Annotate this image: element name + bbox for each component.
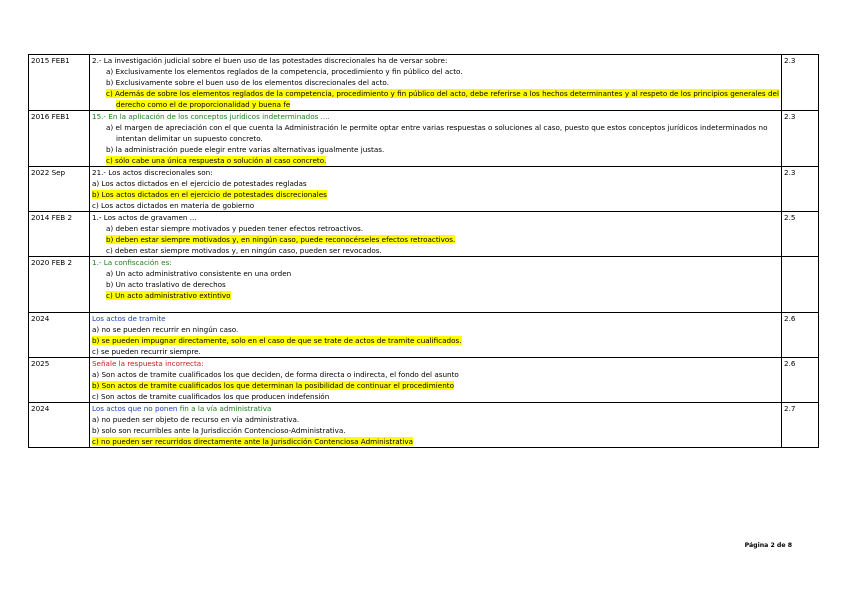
question-cell xyxy=(90,257,782,313)
question-cell xyxy=(90,313,782,358)
topic-reference: 2.5 xyxy=(782,212,819,257)
question-cell xyxy=(90,403,782,448)
highlighted-answer: b) Los actos dictados en el ejercicio de potestades discrecionales xyxy=(92,190,327,199)
question-text: 21.- Los actos discrecionales son: xyxy=(92,168,213,177)
topic-reference: 2.6 xyxy=(782,313,819,358)
option-b: b) solo son recurribles ante la Jurisdicción Contencioso-Administrativa. xyxy=(92,426,346,435)
option-a: a) Exclusivamente los elementos reglados de la competencia, procedimiento y fin público del acto. xyxy=(106,67,463,76)
highlighted-answer: c) Un acto administrativo extintivo xyxy=(106,291,231,300)
question-cell xyxy=(90,111,782,167)
option-b-answer xyxy=(92,380,779,391)
table-row xyxy=(29,403,819,448)
option-a: a) deben estar siempre motivados y pueden tener efectos retroactivos. xyxy=(106,224,364,233)
table-row xyxy=(29,257,819,313)
exam-date: 2016 FEB1 xyxy=(29,111,90,167)
exam-questions-table xyxy=(28,54,819,448)
blank-line xyxy=(92,301,779,312)
exam-date: 2024 xyxy=(29,403,90,448)
option-a: a) Los actos dictados en el ejercicio de potestades regladas xyxy=(92,179,307,188)
option-a: a) el margen de apreciación con el que cuenta la Administración le permite optar entre varias respuestas o soluciones al caso, puesto que estos conceptos jurídicos indeterminados no intentan delimitar un supuesto concreto. xyxy=(106,123,768,143)
option-b-answer xyxy=(92,189,779,200)
question-text: 15.- En la aplicación de los conceptos jurídicos indeterminados .... xyxy=(92,112,330,121)
option-c: c) se pueden recurrir siempre. xyxy=(92,347,201,356)
option-a: a) Son actos de tramite cualificados los que deciden, de forma directa o indirecta, el fondo del asunto xyxy=(92,370,459,379)
exam-date: 2014 FEB 2 xyxy=(29,212,90,257)
topic-reference: 2.6 xyxy=(782,358,819,403)
highlighted-answer: b) se pueden impugnar directamente, solo en el caso de que se trate de actos de tramite cualificados. xyxy=(92,336,462,345)
option-b: b) Exclusivamente sobre el buen uso de los elementos discrecionales del acto. xyxy=(106,78,389,87)
page-number: Página 2 de 8 xyxy=(744,542,792,549)
question-text-part-2: fin a la vía administrativa xyxy=(179,404,272,413)
table-row xyxy=(29,55,819,111)
option-c-answer xyxy=(92,290,779,301)
option-a: a) Un acto administrativo consistente en una orden xyxy=(106,269,292,278)
topic-reference: 2.7 xyxy=(782,403,819,448)
option-c-answer xyxy=(92,436,779,447)
topic-reference: 2.3 xyxy=(782,167,819,212)
option-b: b) la administración puede elegir entre varias alternativas igualmente justas. xyxy=(106,145,385,154)
highlighted-answer: c) no pueden ser recurridos directamente ante la Jurisdicción Contenciosa Administrativa xyxy=(92,437,414,446)
table-row xyxy=(29,167,819,212)
topic-reference xyxy=(782,257,819,313)
exam-date: 2022 Sep xyxy=(29,167,90,212)
exam-date: 2015 FEB1 xyxy=(29,55,90,111)
topic-reference: 2.3 xyxy=(782,55,819,111)
question-text: 1.- La confiscación es: xyxy=(92,258,172,267)
question-cell xyxy=(90,55,782,111)
option-a: a) no se pueden recurrir en ningún caso. xyxy=(92,325,239,334)
topic-reference: 2.3 xyxy=(782,111,819,167)
option-b-answer xyxy=(92,335,779,346)
question-cell xyxy=(90,358,782,403)
question-text: 1.- Los actos de gravamen ... xyxy=(92,213,197,222)
question-cell xyxy=(90,212,782,257)
table-row xyxy=(29,313,819,358)
table-row xyxy=(29,212,819,257)
option-a: a) no pueden ser objeto de recurso en vía administrativa. xyxy=(92,415,300,424)
table-row xyxy=(29,111,819,167)
question-text xyxy=(92,403,779,414)
option-c: c) Son actos de tramite cualificados los que producen indefensión xyxy=(92,392,330,401)
highlighted-answer: b) Son actos de tramite cualificados los que determinan la posibilidad de continuar el procedimiento xyxy=(92,381,454,390)
question-text-part-1: Los actos que no ponen xyxy=(92,404,178,413)
highlighted-answer: c) Además de sobre los elementos reglados de la competencia, procedimiento y fin público del acto, debe referirse a los hechos determinantes y al respeto de los principios generales del derecho como el de proporcionalidad y buena fe xyxy=(106,89,779,109)
option-c-answer xyxy=(92,88,779,110)
option-c: c) Los actos dictados en materia de gobierno xyxy=(92,201,255,210)
highlighted-answer: b) deben estar siempre motivados y, en ningún caso, puede reconocérseles efectos retroactivos. xyxy=(106,235,456,244)
question-cell xyxy=(90,167,782,212)
question-text: Los actos de tramite xyxy=(92,314,166,323)
option-b: b) Un acto traslativo de derechos xyxy=(106,280,226,289)
exam-date: 2024 xyxy=(29,313,90,358)
highlighted-answer: c) sólo cabe una única respuesta o solución al caso concreto. xyxy=(106,156,327,165)
question-text: 2.- La investigación judicial sobre el buen uso de las potestades discrecionales ha de versar sobre: xyxy=(92,56,448,65)
exam-date: 2025 xyxy=(29,358,90,403)
exam-date: 2020 FEB 2 xyxy=(29,257,90,313)
option-c-answer xyxy=(92,155,779,166)
option-c: c) deben estar siempre motivados y, en ningún caso, pueden ser revocados. xyxy=(106,246,382,255)
table-row xyxy=(29,358,819,403)
question-text: Señale la respuesta incorrecta: xyxy=(92,359,204,368)
option-b-answer xyxy=(92,234,779,245)
